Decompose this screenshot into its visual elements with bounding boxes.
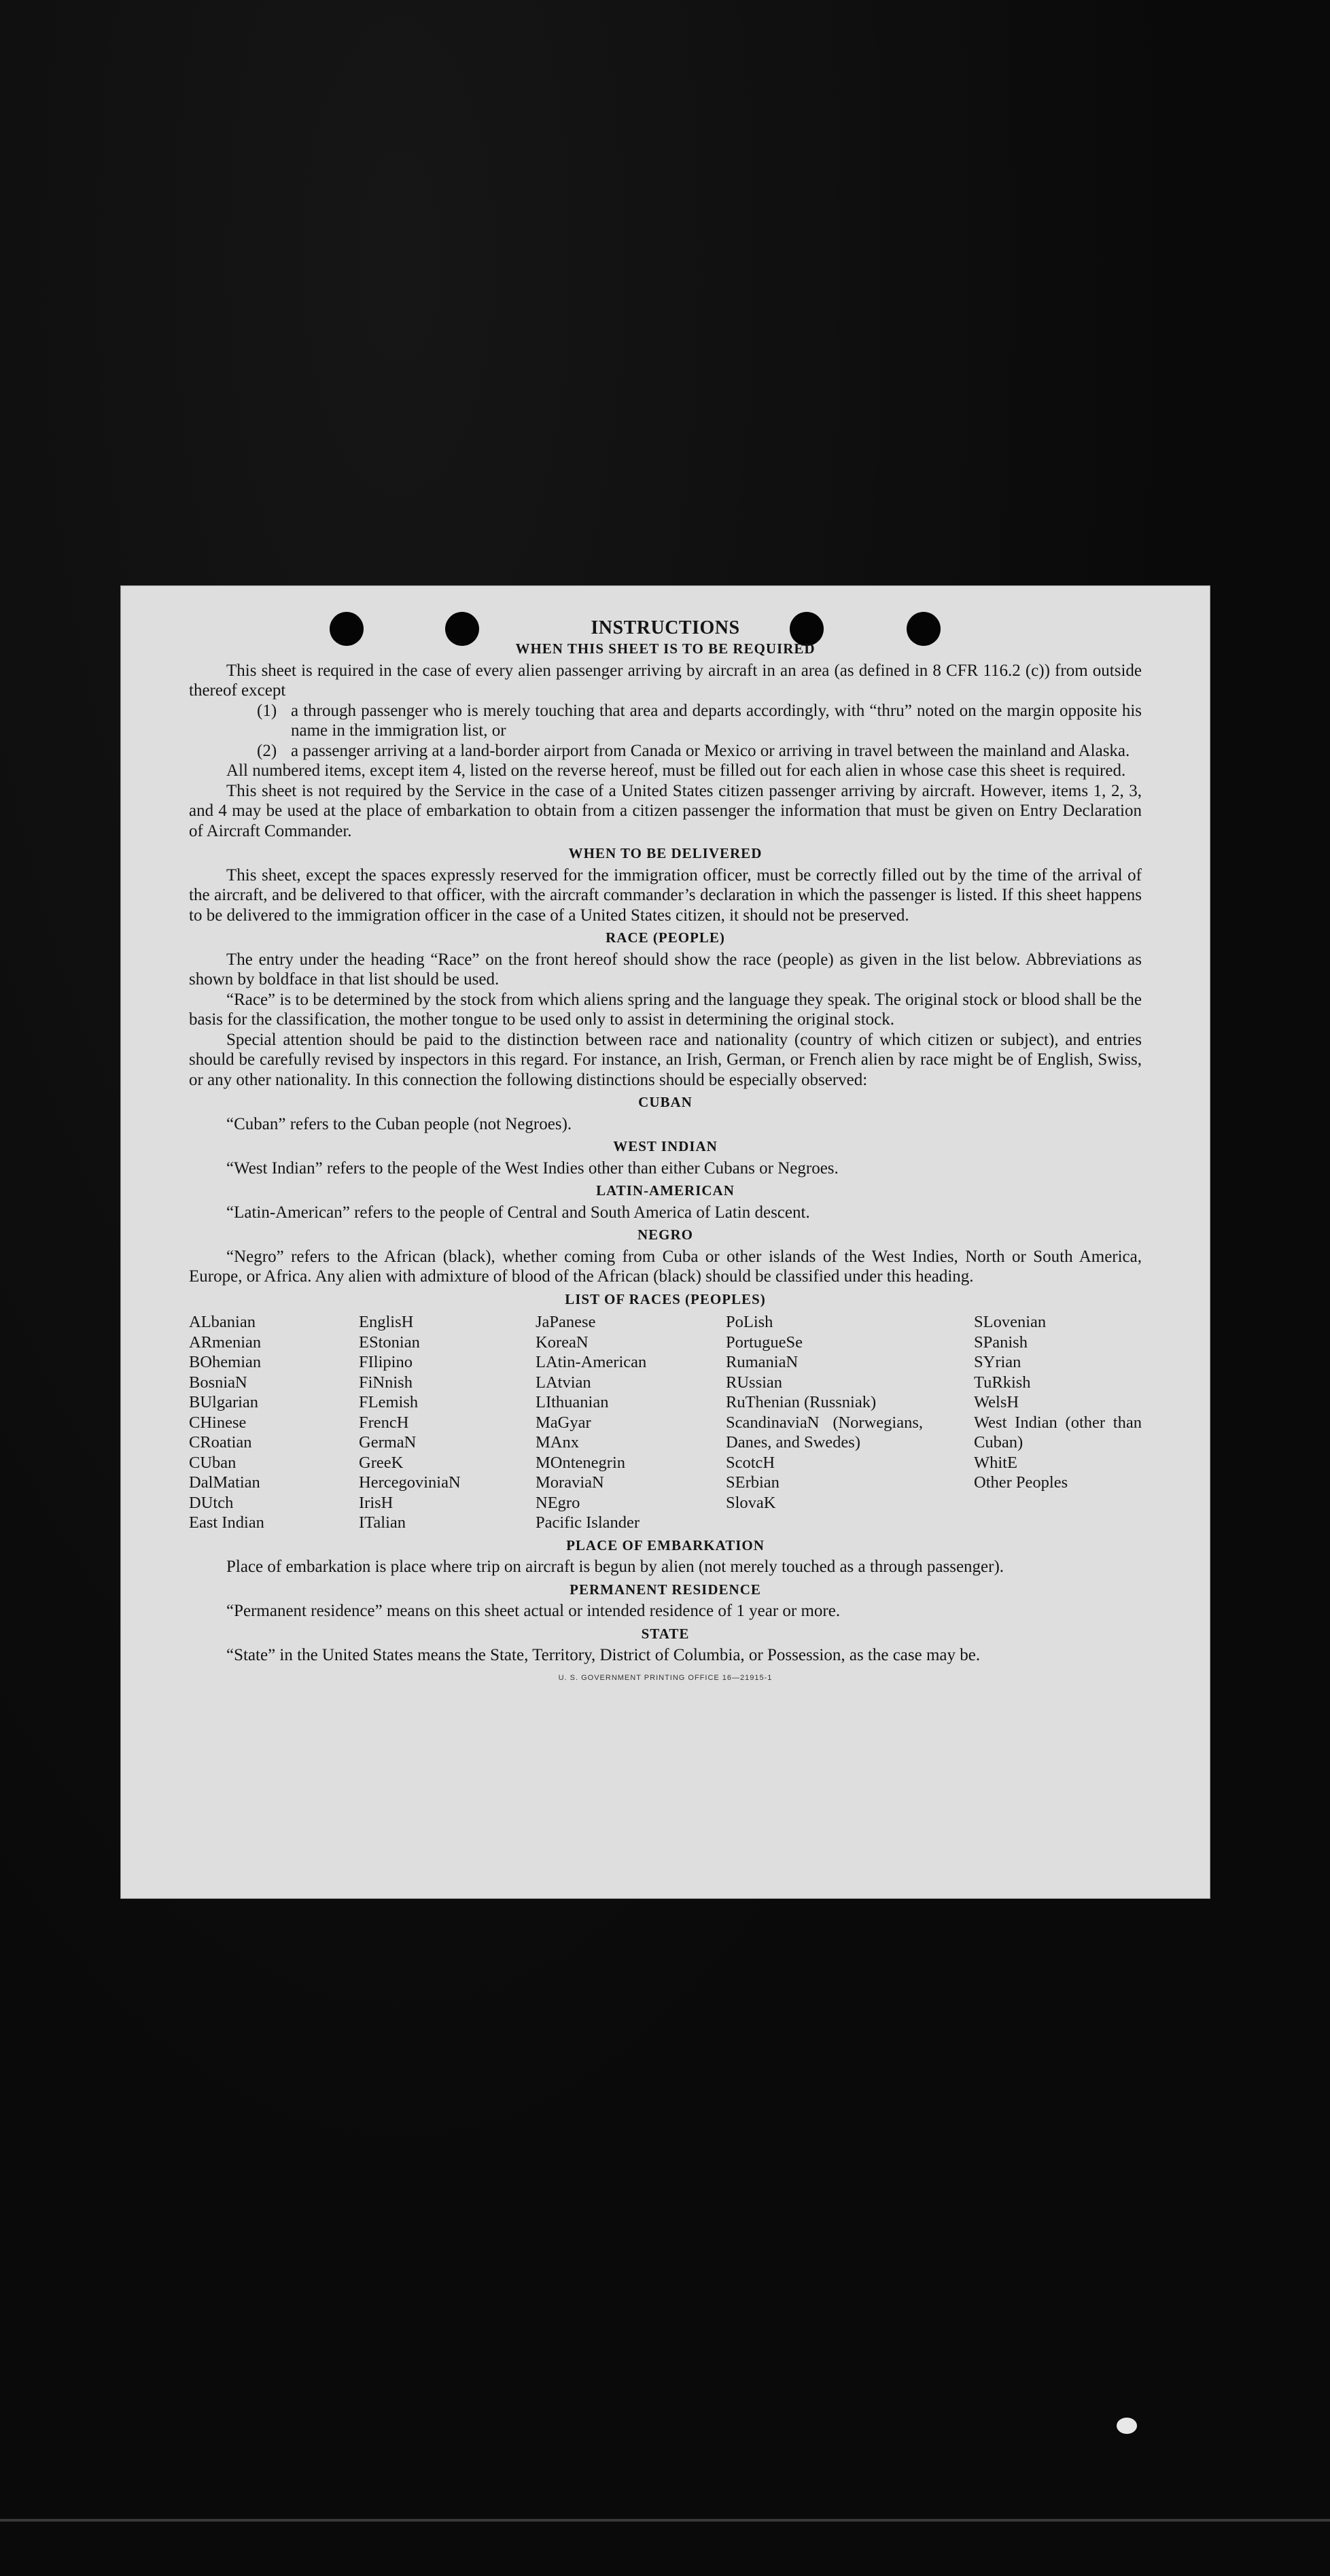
- race-entry: FIlipino: [359, 1353, 413, 1371]
- race-paragraph-2: “Race” is to be determined by the stock from which aliens spring and the language they speak. The original stock or blood shall be the basis for the classification, the mother tongue to be used only to assist in determining the original stock.: [189, 990, 1142, 1029]
- residence-text: “Permanent residence” means on this sheet actual or intended residence of 1 year or more.: [226, 1602, 841, 1620]
- instruction-sheet: [121, 586, 1210, 1898]
- race-entry: PortugueSe: [726, 1333, 803, 1352]
- race-entry: PoLish: [726, 1313, 773, 1331]
- races-column: [726, 1312, 974, 1533]
- race-entry: BUlgarian: [189, 1393, 259, 1411]
- heading-when-required: WHEN THIS SHEET IS TO BE REQUIRED: [515, 640, 816, 657]
- races-column: [536, 1312, 726, 1533]
- item-text: a passenger arriving at a land-border airport from Canada or Mexico or arriving in travel between the mainland and Alaska.: [291, 741, 1130, 760]
- race-entry: WelsH: [974, 1393, 1019, 1411]
- race-entry: KoreaN: [536, 1333, 589, 1352]
- numbered-items-paragraph: All numbered items, except item 4, listed on the reverse hereof, must be filled out for each alien in whose case this sheet is required.: [226, 761, 1126, 780]
- required-paragraph: This sheet is required in the case of every alien passenger arriving by aircraft in an area (as defined in 8 CFR 116.2 (c)) from outside thereof except: [189, 661, 1142, 700]
- race-entry: TuRkish: [974, 1373, 1031, 1392]
- race-entry: RUssian: [726, 1373, 783, 1392]
- race-entry: LIthuanian: [536, 1393, 609, 1411]
- heading-west-indian: WEST INDIAN: [613, 1138, 718, 1154]
- item-number: (1): [257, 701, 277, 720]
- races-column: [189, 1312, 359, 1533]
- latin-american-text: “Latin-American” refers to the people of Central and South America of Latin descent.: [226, 1203, 810, 1222]
- race-entry: MaGyar: [536, 1413, 591, 1432]
- race-entry: ALbanian: [189, 1313, 256, 1331]
- race-entry: West Indian (other than Cuban): [974, 1413, 1142, 1452]
- race-entry: ScotcH: [726, 1453, 775, 1472]
- race-entry: FLemish: [359, 1393, 419, 1411]
- race-paragraph-3: Special attention should be paid to the distinction between race and nationality (country of which citizen or subject), and entries should be carefully revised by inspectors in this regard. For instance, an Irish, German, or French alien by race might be of English, Swiss, or any other nationality. In this connection the following distinctions should be especially observed:: [189, 1030, 1142, 1089]
- cuban-text: “Cuban” refers to the Cuban people (not Negroes).: [226, 1114, 572, 1133]
- heading-race: RACE (PEOPLE): [606, 929, 725, 946]
- race-entry: RumaniaN: [726, 1353, 799, 1371]
- race-entry: MoraviaN: [536, 1473, 604, 1492]
- race-entry: LAtvian: [536, 1373, 591, 1392]
- heading-list-of-races: LIST OF RACES (PEOPLES): [565, 1290, 766, 1307]
- heading-when-delivered: WHEN TO BE DELIVERED: [568, 845, 763, 861]
- race-entry: JaPanese: [536, 1313, 596, 1331]
- item-number: (2): [257, 741, 277, 760]
- race-paragraph-1: The entry under the heading “Race” on the front hereof should show the race (people) as given in the list below. Abbreviations as shown by boldface in that list should be used.: [189, 950, 1142, 989]
- races-column: [359, 1312, 536, 1533]
- race-entry: WhitE: [974, 1453, 1017, 1472]
- race-entry: East Indian: [189, 1513, 264, 1532]
- race-entry: HercegoviniaN: [359, 1473, 461, 1492]
- race-entry: EnglisH: [359, 1313, 414, 1331]
- race-entry: Pacific Islander: [536, 1513, 640, 1532]
- negro-text: “Negro” refers to the African (black), whether coming from Cuba or other islands of the West Indies, North or South America, Europe, or Africa. Any alien with admixture of blood of the African (black) should be classified under this heading.: [189, 1247, 1142, 1286]
- race-entry: CUban: [189, 1453, 237, 1472]
- heading-permanent-residence: PERMANENT RESIDENCE: [570, 1581, 761, 1598]
- race-entry: GreeK: [359, 1453, 404, 1472]
- race-entry: DUtch: [189, 1493, 234, 1512]
- race-entry: FiNnish: [359, 1373, 413, 1392]
- race-entry: BOhemian: [189, 1353, 262, 1371]
- race-entry: DalMatian: [189, 1473, 260, 1492]
- race-entry: IrisH: [359, 1493, 393, 1512]
- race-entry: Other Peoples: [974, 1473, 1068, 1492]
- race-entry: CHinese: [189, 1413, 247, 1432]
- citizen-paragraph: This sheet is not required by the Service in the case of a United States citizen passenger arriving by aircraft. However, items 1, 2, 3, and 4 may be used at the place of embarkation to obtain from a citizen passenger the information that must be given on Entry Declaration of Aircraft Commander.: [189, 781, 1142, 840]
- heading-place-of-embarkation: PLACE OF EMBARKATION: [566, 1536, 765, 1553]
- race-entry: NEgro: [536, 1493, 580, 1512]
- race-entry: EStonian: [359, 1333, 420, 1352]
- race-entry: SlovaK: [726, 1493, 776, 1512]
- races-list: [189, 1312, 1142, 1533]
- race-entry: RuThenian (Russniak): [726, 1393, 877, 1411]
- exception-item: [189, 701, 1142, 741]
- race-entry: CRoatian: [189, 1433, 252, 1452]
- embarkation-text: Place of embarkation is place where trip on aircraft is begun by alien (not merely touched as a through passenger).: [226, 1558, 1004, 1576]
- exception-item: [189, 741, 1142, 761]
- race-entry: LAtin-American: [536, 1353, 647, 1371]
- heading-state: STATE: [641, 1625, 690, 1642]
- race-entry: BosniaN: [189, 1373, 247, 1392]
- heading-latin-american: LATIN-AMERICAN: [596, 1182, 735, 1199]
- sheet-content: [189, 617, 1142, 1688]
- race-entry: FrencH: [359, 1413, 409, 1432]
- west-indian-text: “West Indian” refers to the people of the West Indies other than either Cubans or Negroes.: [226, 1158, 839, 1178]
- delivered-paragraph: This sheet, except the spaces expressly reserved for the immigration officer, must be correctly filled out by the time of the arrival of the aircraft, and be delivered to that officer, with the aircraft commander’s declaration in which the passenger is listed. If this sheet happens to be delivered to the immigration officer in the case of a United States citizen, it should not be preserved.: [189, 865, 1142, 925]
- dust-speck: [1117, 2418, 1137, 2434]
- race-entry: GermaN: [359, 1433, 417, 1452]
- race-entry: ARmenian: [189, 1333, 262, 1352]
- printing-office-imprint: U. S. GOVERNMENT PRINTING OFFICE 16—21915-1: [558, 1673, 773, 1682]
- races-column: [974, 1312, 1142, 1533]
- item-text: a through passenger who is merely touching that area and departs accordingly, with “thru” noted on the margin opposite his name in the immigration list, or: [291, 701, 1142, 740]
- race-entry: MAnx: [536, 1433, 579, 1452]
- race-entry: ScandinaviaN (Norwegians, Danes, and Swedes): [726, 1413, 923, 1452]
- race-entry: SYrian: [974, 1353, 1021, 1371]
- heading-cuban: CUBAN: [638, 1094, 693, 1110]
- document-title: INSTRUCTIONS: [591, 617, 740, 638]
- race-entry: SLovenian: [974, 1313, 1047, 1331]
- race-entry: SErbian: [726, 1473, 780, 1492]
- state-text: “State” in the United States means the State, Territory, District of Columbia, or Possession, as the case may be.: [226, 1646, 981, 1664]
- race-entry: SPanish: [974, 1333, 1028, 1352]
- scanner-edge-line: [0, 2519, 1330, 2522]
- race-entry: MOntenegrin: [536, 1453, 625, 1472]
- race-entry: ITalian: [359, 1513, 406, 1532]
- heading-negro: NEGRO: [637, 1226, 693, 1243]
